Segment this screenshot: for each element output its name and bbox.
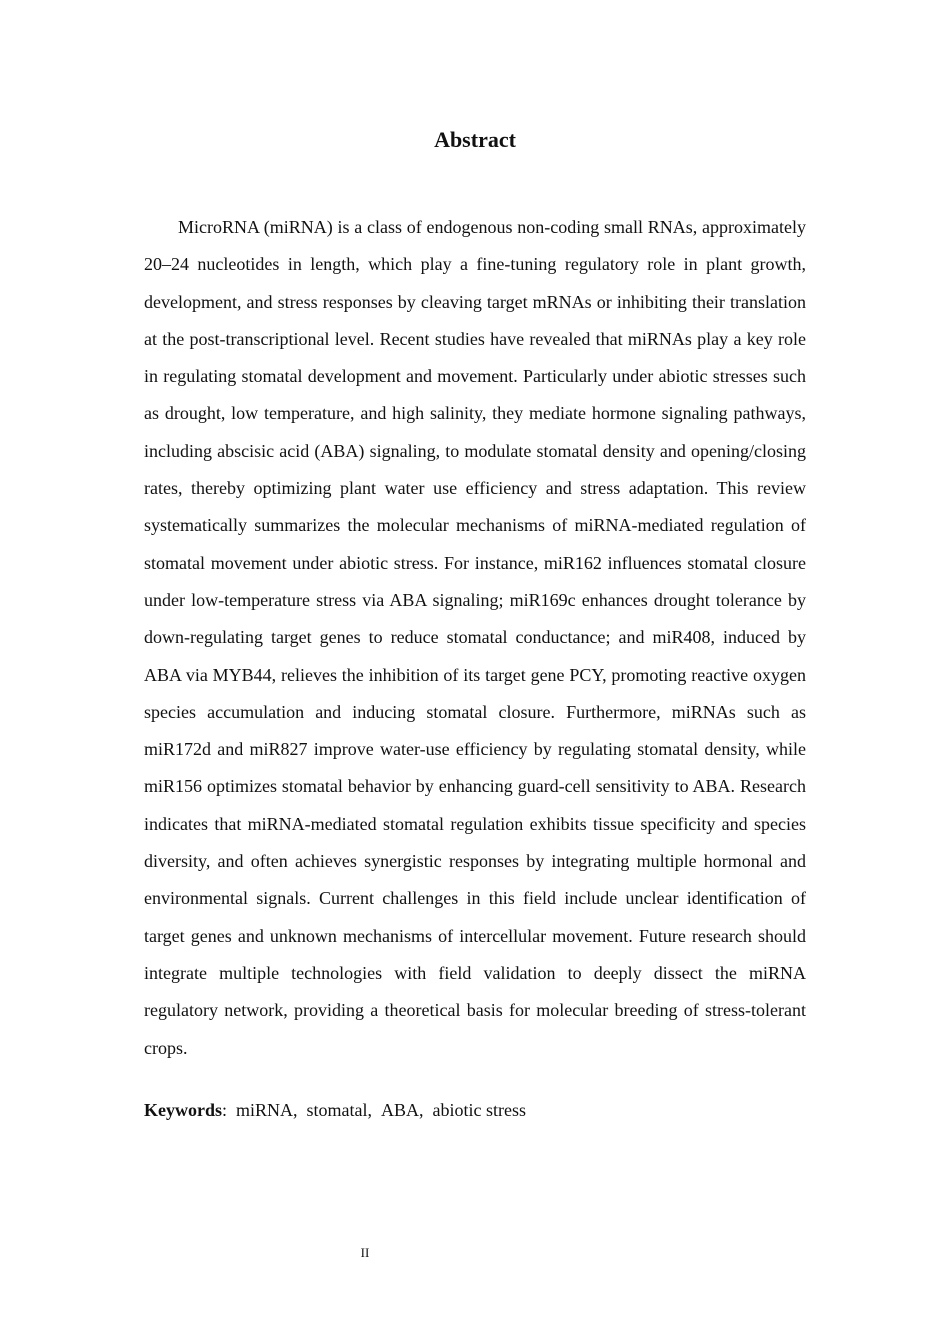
abstract-paragraph: MicroRNA (miRNA) is a class of endogenous non-coding small RNAs, approximately 20–24 nucleotides in length, which play a fine-tuning regulatory role in plant growth, development, and stress responses by cleaving target mRNAs or inhibiting their translation at the post-transcriptional level. Recent studies have revealed that miRNAs play a key role in regulating stomatal development and movement. Particularly under abiotic stresses such as drought, low temperature, and high salinity, they mediate hormone signaling pathways, including abscisic acid (ABA) signaling, to modulate stomatal density and opening/closing rates, thereby optimizing plant water use efficiency and stress adaptation. This review systematically summarizes the molecular mechanisms of miRNA-mediated regulation of stomatal movement under abiotic stress. For instance, miR162 influences stomatal closure under low-temperature stress via ABA signaling; miR169c enhances drought tolerance by down-regulating target genes to reduce stomatal conductance; and miR408, induced by ABA via MYB44, relieves the inhibition of its target gene PCY, promoting reactive oxygen species accumulation and inducing stomatal closure. Furthermore, miRNAs such as miR172d and miR827 improve water-use efficiency by regulating stomatal density, while miR156 optimizes stomatal behavior by enhancing guard-cell sensitivity to ABA. Research indicates that miRNA-mediated stomatal regulation exhibits tissue specificity and species diversity, and often achieves synergistic responses by integrating multiple hormonal and environmental signals. Current challenges in this field include unclear identification of target genes and unknown mechanisms of intercellular movement. Future research should integrate multiple technologies with field validation to deeply dissect the miRNA regulatory network, providing a theoretical basis for molecular breeding of stress-tolerant crops.	[144, 217, 806, 1058]
page-title: Abstract	[434, 127, 516, 152]
page-number: II	[360, 1245, 370, 1260]
keywords-line	[144, 1092, 806, 1129]
keywords-separator: :	[222, 1100, 228, 1120]
keyword-item: stomatal,	[306, 1100, 373, 1120]
keywords-label: Keywords	[144, 1100, 222, 1120]
keyword-item: abiotic stress	[432, 1100, 527, 1120]
keyword-item: miRNA,	[236, 1100, 298, 1120]
keyword-item: ABA,	[381, 1100, 424, 1120]
